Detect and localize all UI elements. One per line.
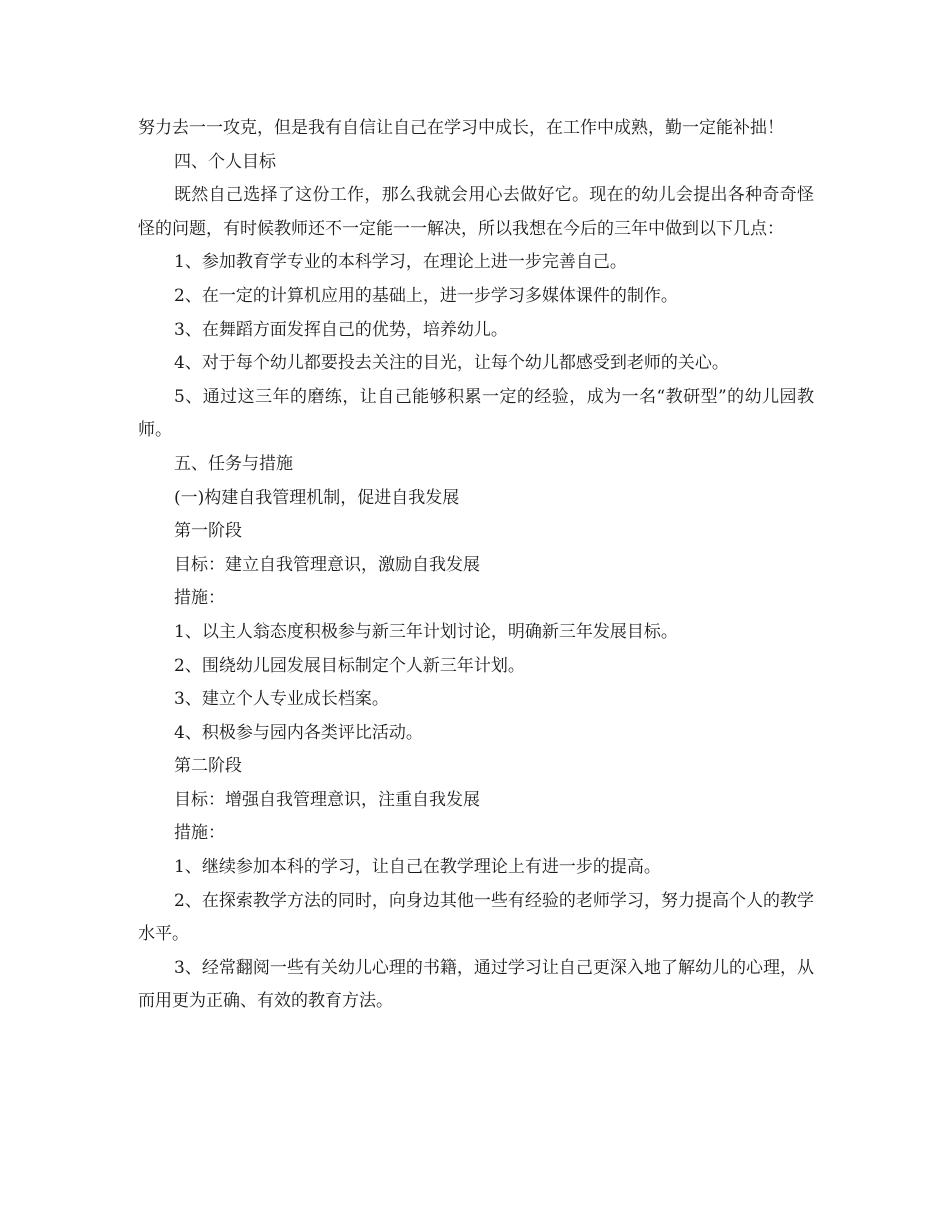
stage-2-measure-1: 1、继续参加本科的学习，让自己在教学理论上有进一步的提高。 (174, 857, 661, 878)
document-body (138, 112, 814, 1019)
goal-item-4: 4、对于每个幼儿都要投去关注的目光，让每个幼儿都感受到老师的关心。 (174, 353, 729, 374)
paragraph-goals-intro: 既然自己选择了这份工作，那么我就会用心去做好它。现在的幼儿会提出各种奇奇怪怪的问题，有时候教师还不一定能一一解决，所以我想在今后的三年中做到以下几点： (138, 185, 814, 239)
stage-2-measures-label: 措施： (174, 823, 225, 844)
goal-item-3: 3、在舞蹈方面发挥自己的优势，培养幼儿。 (174, 319, 508, 340)
stage-1-measures-label: 措施： (174, 588, 225, 609)
goal-item-1: 1、参加教育学专业的本科学习，在理论上进一步完善自己。 (174, 252, 627, 273)
heading-tasks-measures: 五、任务与措施 (174, 453, 293, 474)
stage-2-goal: 目标：增强自我管理意识，注重自我发展 (174, 789, 480, 810)
heading-personal-goals: 四、个人目标 (174, 151, 276, 172)
stage-1-measure-3: 3、建立个人专业成长档案。 (174, 689, 389, 710)
goal-item-2: 2、在一定的计算机应用的基础上，进一步学习多媒体课件的制作。 (174, 285, 678, 306)
stage-1-goal: 目标：建立自我管理意识，激励自我发展 (174, 554, 480, 575)
goal-item-5: 5、通过这三年的磨练，让自己能够积累一定的经验，成为一名“教研型”的幼儿园教师。 (138, 386, 814, 441)
stage-1-heading: 第一阶段 (174, 521, 242, 542)
stage-2-measure-3: 3、经常翻阅一些有关幼儿心理的书籍，通过学习让自己更深入地了解幼儿的心理，从而用更为正确、有效的教育方法。 (138, 957, 814, 1012)
subheading-self-management: (一)构建自我管理机制，促进自我发展 (174, 487, 460, 508)
stage-2-heading: 第二阶段 (174, 756, 242, 777)
stage-1-measure-2: 2、围绕幼儿园发展目标制定个人新三年计划。 (174, 655, 525, 676)
stage-1-measure-4: 4、积极参与园内各类评比活动。 (174, 722, 423, 743)
stage-2-measure-2: 2、在探索教学方法的同时，向身边其他一些有经验的老师学习，努力提高个人的教学水平。 (138, 890, 814, 945)
stage-1-measure-1: 1、以主人翁态度积极参与新三年计划讨论，明确新三年发展目标。 (174, 621, 678, 642)
paragraph-continuation: 努力去一一攻克，但是我有自信让自己在学习中成长，在工作中成熟，勤一定能补拙！ (138, 118, 784, 138)
